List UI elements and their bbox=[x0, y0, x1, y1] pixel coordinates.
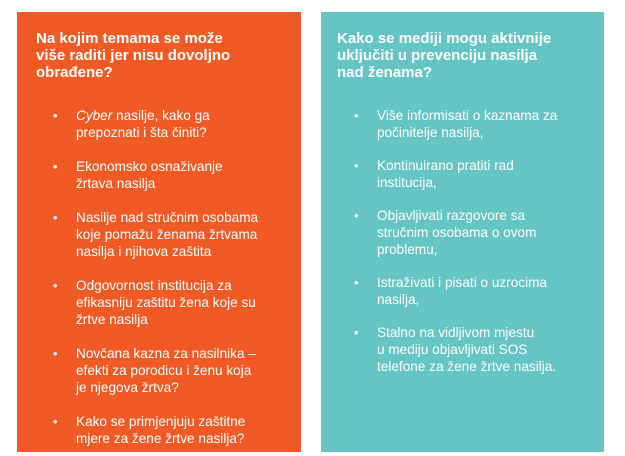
left-list bbox=[36, 107, 283, 447]
bullet-icon: • bbox=[53, 159, 58, 174]
list-item bbox=[53, 209, 283, 260]
bullet-icon: • bbox=[53, 414, 58, 429]
item-line: efekti za porodicu i ženu koja bbox=[76, 363, 252, 378]
item-line: problemu, bbox=[377, 242, 438, 257]
item-line: Ekonomsko osnaživanje bbox=[76, 159, 223, 174]
item-line: Kako se primjenjuju zaštitne bbox=[76, 414, 246, 429]
item-line: institucija, bbox=[377, 175, 437, 190]
item-line: Nasilje nad stručnim osobama bbox=[76, 210, 259, 225]
item-line: koje pomažu ženama žrtvama bbox=[76, 227, 258, 242]
right-title-line: Kako se mediji mogu aktivnije bbox=[337, 30, 552, 47]
list-item bbox=[354, 107, 586, 141]
list-item bbox=[53, 107, 283, 141]
list-item bbox=[354, 157, 586, 191]
bullet-icon: • bbox=[354, 108, 359, 123]
list-item bbox=[354, 324, 586, 375]
list-item bbox=[354, 207, 586, 258]
right-panel-title bbox=[337, 30, 586, 81]
bullet-icon: • bbox=[53, 108, 58, 123]
item-line: žrtve nasilja bbox=[76, 312, 148, 327]
item-line: Odgovornost institucija za bbox=[76, 278, 232, 293]
item-line: mjere za žene žrtve nasilja? bbox=[76, 431, 245, 446]
item-emphasis: Cyber bbox=[76, 108, 113, 123]
list-item bbox=[53, 277, 283, 328]
bullet-icon: • bbox=[354, 325, 359, 340]
list-item bbox=[354, 274, 586, 308]
item-line: efikasniju zaštitu žena koje su bbox=[76, 295, 256, 310]
list-item bbox=[53, 413, 283, 447]
item-line: Istraživati i pisati o uzrocima bbox=[377, 275, 547, 290]
bullet-icon: • bbox=[53, 210, 58, 225]
item-line: Objavljivati razgovore sa bbox=[377, 208, 526, 223]
list-item bbox=[53, 158, 283, 192]
left-panel-title bbox=[36, 30, 283, 81]
item-line: u mediju objavljivati SOS bbox=[377, 342, 528, 357]
left-title-line: više raditi jer nisu dovoljno bbox=[36, 47, 231, 64]
item-line: Stalno na vidljivom mjestu bbox=[377, 325, 535, 340]
item-line: Kontinuirano pratiti rad bbox=[377, 158, 514, 173]
left-title-line: Na kojim temama se može bbox=[36, 30, 223, 47]
right-title-line: nad ženama? bbox=[337, 64, 433, 81]
right-list bbox=[337, 107, 586, 375]
item-line: nasilja, bbox=[377, 292, 420, 307]
item-line: Novčana kazna za nasilnika – bbox=[76, 346, 256, 361]
item-line: telefone za žene žrtve nasilja. bbox=[377, 359, 557, 374]
bullet-icon: • bbox=[354, 208, 359, 223]
item-line: prepoznati i šta činiti? bbox=[76, 125, 207, 140]
right-title-line: uključiti u prevenciju nasilja bbox=[337, 47, 538, 64]
list-item bbox=[53, 345, 283, 396]
bullet-icon: • bbox=[53, 278, 58, 293]
item-line: stručnim osobama o ovom bbox=[377, 225, 537, 240]
item-line: je njegova žrtva? bbox=[76, 380, 179, 395]
item-line: Više informisati o kaznama za bbox=[377, 108, 558, 123]
item-line: nasilja i njihova zaštita bbox=[76, 244, 212, 259]
item-line: žrtava nasilja bbox=[76, 176, 156, 191]
item-line: počinitelje nasilja, bbox=[377, 125, 484, 140]
left-title-line: obrađene? bbox=[36, 64, 113, 81]
item-line: nasilje, kako ga bbox=[112, 108, 210, 123]
bullet-icon: • bbox=[354, 275, 359, 290]
bullet-icon: • bbox=[53, 346, 58, 361]
right-panel bbox=[321, 12, 604, 452]
bullet-icon: • bbox=[354, 158, 359, 173]
left-panel bbox=[17, 12, 301, 452]
